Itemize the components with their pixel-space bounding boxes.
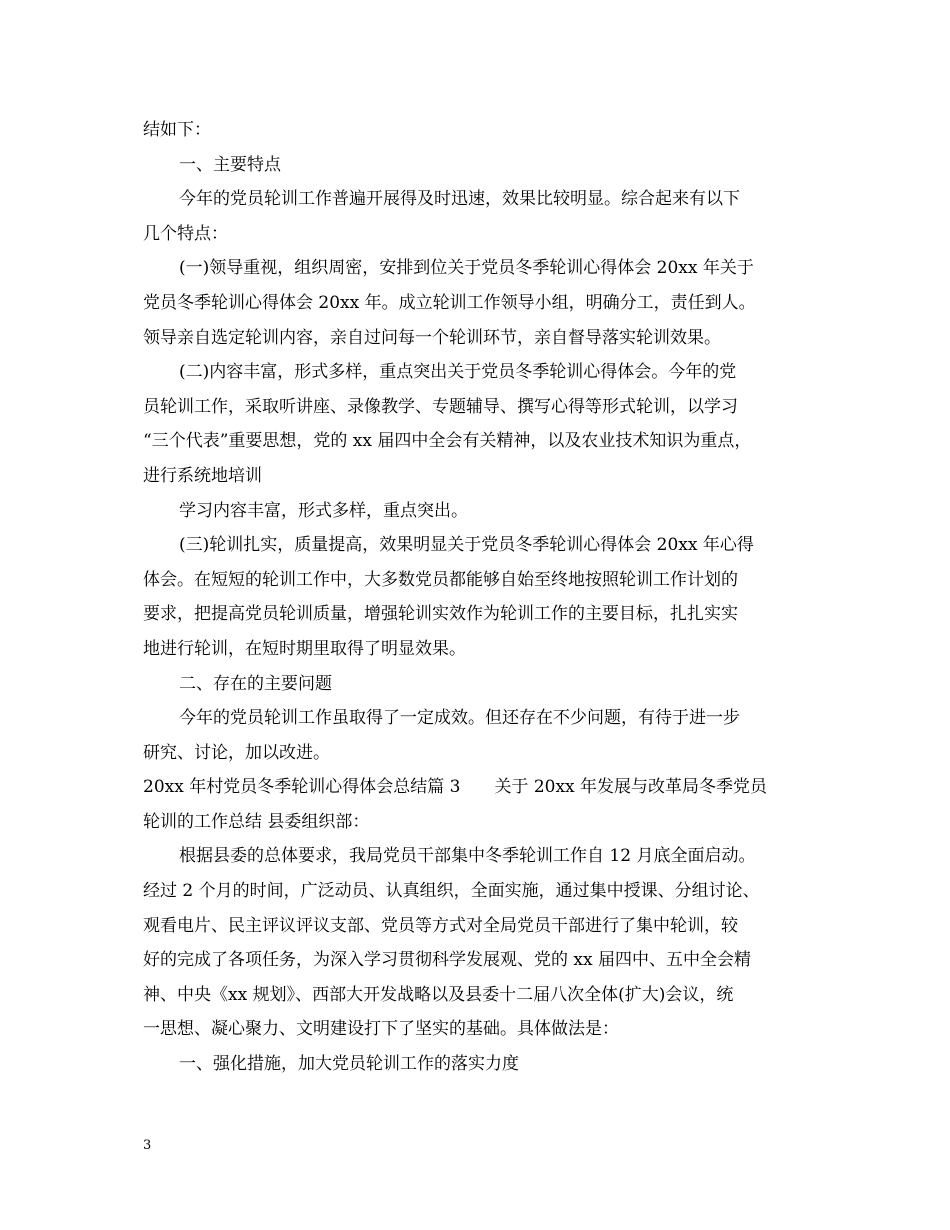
text-line: 研究、讨论，加以改进。 — [143, 742, 330, 763]
text-line: 员轮训工作，采取听讲座、录像教学、专题辅导、撰写心得等形式轮训，以学习 — [143, 396, 738, 417]
text-line: 几个特点： — [143, 223, 228, 244]
text-block-after — [143, 805, 823, 1082]
text-line: 经过 2 个月的时间，广泛动员、认真组织，全面实施，通过集中授课、分组讨论、 — [143, 881, 760, 902]
text-line: 学习内容丰富，形式多样，重点突出。 — [179, 500, 468, 521]
text-line: 观看电片、民主评议评议支部、党员等方式对全局党员干部进行了集中轮训，较 — [143, 915, 738, 936]
text-block-before — [143, 113, 823, 770]
text-line: 进行系统地培训 — [143, 465, 262, 486]
text-line: 今年的党员轮训工作普遍开展得及时迅速，效果比较明显。综合起来有以下 — [179, 189, 740, 210]
text-line: (二)内容丰富，形式多样，重点突出关于党员冬季轮训心得体会。今年的党 — [179, 362, 737, 383]
heading-line — [143, 770, 823, 805]
text-line: 一思想、凝心聚力、文明建设打下了坚实的基础。具体做法是： — [143, 1019, 619, 1040]
page-number: 3 — [143, 1138, 152, 1153]
text-line: “三个代表”重要思想，党的 xx 届四中全会有关精神，以及农业技术知识为重点， — [143, 431, 752, 452]
document-body — [143, 113, 823, 1082]
text-line: 神、中央《xx 规划》、西部大开发战略以及县委十二届八次全体(扩大)会议，统 — [143, 984, 734, 1005]
text-line: 领导亲自选定轮训内容，亲自过问每一个轮训环节，亲自督导落实轮训效果。 — [143, 327, 721, 348]
text-line: (一)领导重视，组织周密，安排到位关于党员冬季轮训心得体会 20xx 年关于 — [179, 258, 754, 279]
text-line: 党员冬季轮训心得体会 20xx 年。成立轮训工作领导小组，明确分工，责任到人。 — [143, 292, 756, 313]
text-line: 体会。在短短的轮训工作中，大多数党员都能够自始至终地按照轮训工作计划的 — [143, 569, 738, 590]
text-line: 要求，把提高党员轮训质量，增强轮训实效作为轮训工作的主要目标，扎扎实实 — [143, 604, 738, 625]
text-line: 今年的党员轮训工作虽取得了一定成效。但还存在不少问题，有待于进一步 — [179, 708, 740, 729]
heading-subtitle: 关于 20xx 年发展与改革局冬季党员 — [494, 777, 768, 798]
text-line: 一、主要特点 — [179, 154, 281, 175]
text-line: 结如下： — [143, 120, 211, 140]
text-line: 轮训的工作总结 县委组织部： — [143, 811, 370, 832]
text-line: 二、存在的主要问题 — [179, 673, 332, 694]
text-line: (三)轮训扎实，质量提高，效果明显关于党员冬季轮训心得体会 20xx 年心得 — [179, 535, 754, 556]
text-line: 地进行轮训，在短时期里取得了明显效果。 — [143, 638, 466, 659]
heading-title: 20xx 年村党员冬季轮训心得体会总结篇 3 — [143, 777, 461, 798]
text-line: 好的完成了各项任务，为深入学习贯彻科学发展观、党的 xx 届四中、五中全会精 — [143, 950, 751, 971]
text-line: 一、强化措施，加大党员轮训工作的落实力度 — [179, 1054, 519, 1075]
text-line: 根据县委的总体要求，我局党员干部集中冬季轮训工作自 12 月底全面启动。 — [179, 846, 756, 867]
